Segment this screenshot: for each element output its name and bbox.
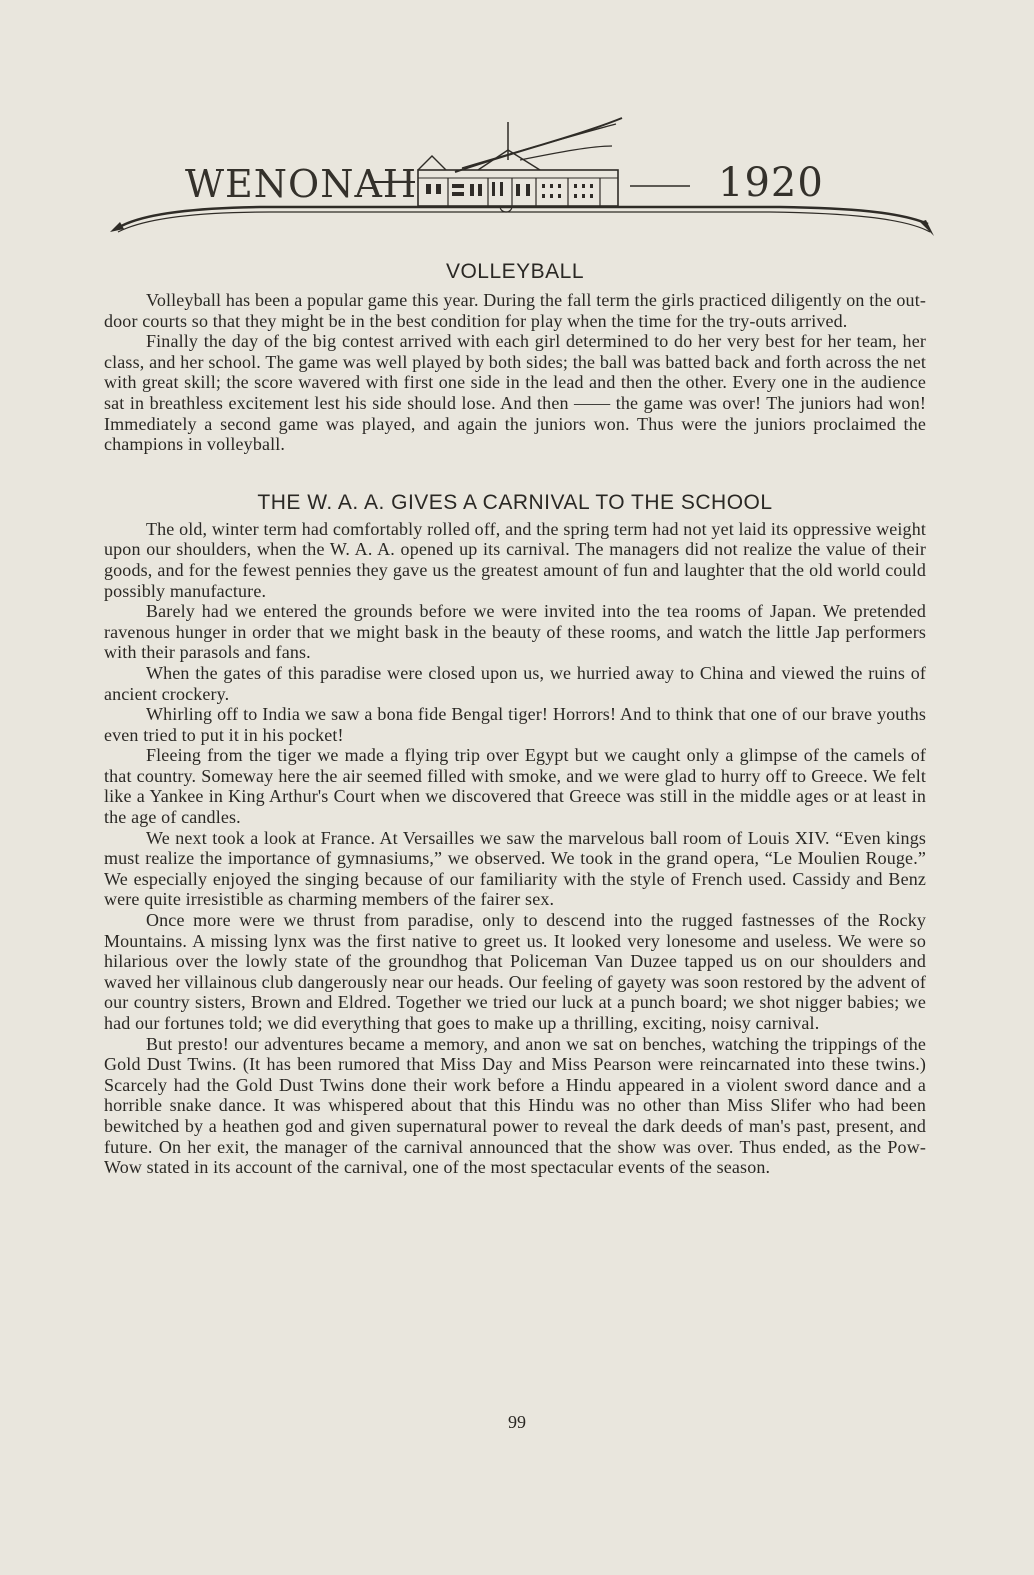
page-header xyxy=(0,0,1034,240)
paragraph: Finally the day of the big contest arrived with each girl determined to do her very best for her team, her class, and her school. The game was well played by both sides; the ball was batted back and forth across the net with great skill; the score wavered with first one side in the lead and then the other. Every one in the audience sat in breathless excitement lest his side should lose. And then —— the game was over! The juniors had won! Immediately a second game was played, and again the juniors won. Thus were the juniors proclaimed the champions in volleyball. xyxy=(104,331,926,455)
header-illustration xyxy=(0,0,1034,240)
page-number: 99 xyxy=(508,1412,526,1432)
section-heading-carnival: THE W. A. A. GIVES A CARNIVAL TO THE SCHOOL xyxy=(257,490,773,514)
paragraph: We next took a look at France. At Versailles we saw the marvelous ball room of Louis XIV. “Even kings must realize the importance of gymnasiums,” we observed. We took in the grand opera, “Le Moulien Rouge.” We especially enjoyed the singing because of our familiarity with the style of French used. Cassidy and Benz were quite irresistible as charming members of the fairer sex. xyxy=(104,827,926,910)
header-title: WENONAH xyxy=(185,162,418,206)
paragraph: When the gates of this paradise were closed upon us, we hurried away to China and viewed the ruins of ancient crockery. xyxy=(104,662,926,704)
section-heading-volleyball: VOLLEYBALL xyxy=(445,260,585,283)
paragraph: Fleeing from the tiger we made a flying trip over Egypt but we caught only a glimpse of the camels of that country. Someway here the air seemed filled with smoke, and we were glad to hurry off to Greece. We felt like a Yankee in King Arthur's Court when we discovered that Greece was still in the middle ages or at least in the age of candles. xyxy=(104,745,926,828)
paragraph: The old, winter term had comfortably rolled off, and the spring term had not yet laid its oppressive weight upon our shoulders, when the W. A. A. opened up its carnival. The managers did not realize the value of their goods, and for the fewest pennies they gave us the greatest amount of fun and laughter that the old world could possibly manufacture. xyxy=(104,518,926,601)
paragraph: Volleyball has been a popular game this year. During the fall term the girls practiced diligently on the out-door courts so that they might be in the best condition for play when the time for the try-outs arrived. xyxy=(104,290,926,331)
article-content xyxy=(104,258,926,1178)
header-year: 1920 xyxy=(718,160,824,206)
paragraph: Barely had we entered the grounds before we were invited into the tea rooms of Japan. We pretended ravenous hunger in order that we might bask in the beauty of these rooms, and watch the little Jap performers with their parasols and fans. xyxy=(104,601,926,663)
paragraph: Once more were we thrust from paradise, only to descend into the rugged fastnesses of the Rocky Mountains. A missing lynx was the first native to greet us. It looked very lonesome and useless. We were so hilarious over the lowly state of the groundhog that Policeman Van Duzee tapped us on our shoulders and waved her villainous club dangerously near our heads. Our feeling of gayety was soon restored by the advent of our country sisters, Brown and Eldred. Together we tried our luck at a punch board; we shot nigger babies; we had our fortunes told; we did everything that goes to make up a thrilling, exciting, noisy carnival. xyxy=(104,910,926,1033)
paragraph: But presto! our adventures became a memory, and anon we sat on benches, watching the trippings of the Gold Dust Twins. (It has been rumored that Miss Day and Miss Pearson were reincarnated into these twins.) Scarcely had the Gold Dust Twins done their work before a Hindu appeared in a violent sword dance and a horrible snake dance. It was whispered about that this Hindu was no other than Miss Slifer who had been bewitched by a heathen god and given supernatural power to reveal the dark deeds of man's past, present, and future. On her exit, the manager of the carnival announced that the show was over. Thus ended, as the Pow-Wow stated in its account of the carnival, one of the most spectacular events of the season. xyxy=(104,1033,926,1178)
paragraph: Whirling off to India we saw a bona fide Bengal tiger! Horrors! And to think that one of our brave youths even tried to put it in his pocket! xyxy=(104,704,926,745)
